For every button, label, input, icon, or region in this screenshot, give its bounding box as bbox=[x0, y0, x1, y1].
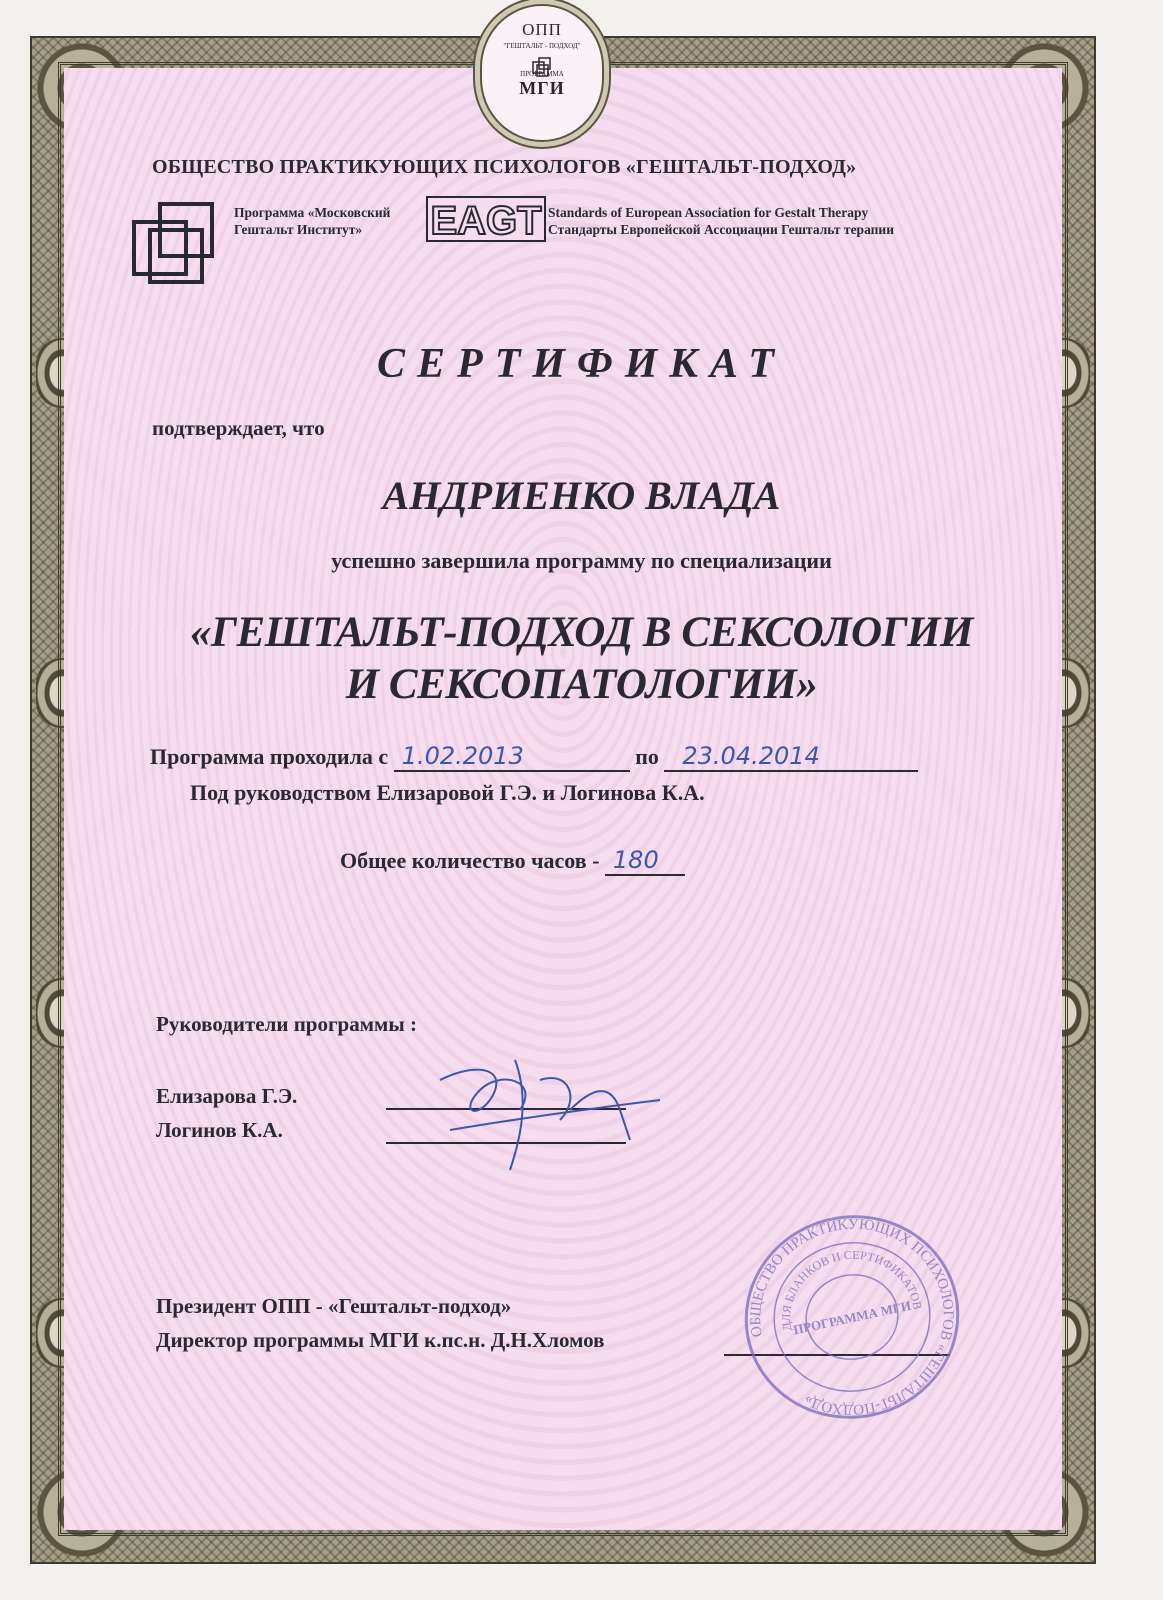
eagt-logo-text: EAGT bbox=[430, 199, 542, 242]
date-to: 23.04.2014 bbox=[682, 742, 820, 770]
emblem-line1: ОПП bbox=[522, 20, 562, 39]
hours-value: 180 bbox=[612, 846, 659, 874]
top-emblem bbox=[480, 4, 604, 142]
program-period bbox=[150, 742, 918, 772]
program-name bbox=[234, 204, 390, 238]
standards-line2: Стандарты Европейской Ассоциации Гештальт терапии bbox=[548, 222, 894, 237]
program-line2: Гештальт Институт» bbox=[234, 222, 363, 237]
handwritten-signature bbox=[420, 1040, 670, 1180]
period-middle: по bbox=[635, 744, 659, 769]
recipient-name: АНДРИЕНКО ВЛАДА bbox=[382, 473, 781, 518]
date-from: 1.02.2013 bbox=[401, 742, 524, 770]
leader1-name: Елизарова Г.Э. bbox=[156, 1084, 298, 1108]
stamp-outer-text: ОБЩЕСТВО ПРАКТИКУЮЩИХ ПСИХОЛОГОВ «ГЕШТАЛЬТ-ПОДХОД» bbox=[747, 1216, 956, 1418]
gestalt-logo-icon bbox=[128, 200, 228, 286]
specialization-line1: «ГЕШТАЛЬТ-ПОДХОД В СЕКСОЛОГИИ bbox=[190, 609, 973, 656]
completed-text: успешно завершила программу по специализации bbox=[331, 548, 832, 573]
certificate-title: СЕРТИФИКАТ bbox=[377, 341, 786, 387]
total-hours bbox=[340, 846, 685, 876]
standards-line1: Standards of European Association for Gestalt Therapy bbox=[548, 205, 869, 220]
period-prefix: Программа проходила с bbox=[150, 744, 389, 769]
stamp-inner-text: ДЛЯ БЛАНКОВ И СЕРТИФИКАТОВ bbox=[779, 1247, 925, 1332]
hours-field bbox=[605, 846, 685, 876]
society-name: ОБЩЕСТВО ПРАКТИКУЮЩИХ ПСИХОЛОГОВ «ГЕШТАЛЬТ-ПОДХОД» bbox=[152, 156, 857, 178]
date-to-field bbox=[664, 742, 918, 772]
stamp-center-text: ПРОГРАММА МГИ bbox=[791, 1297, 913, 1338]
date-from-field bbox=[394, 742, 630, 772]
specialization-line2: И СЕКСОПАТОЛОГИИ» bbox=[345, 661, 818, 708]
eagt-logo bbox=[426, 196, 546, 242]
leader2-name: Логинов К.А. bbox=[156, 1118, 283, 1142]
supervision-text: Под руководством Елизаровой Г.Э. и Логинова К.А. bbox=[190, 780, 705, 805]
standards-text bbox=[548, 204, 894, 238]
director-title: Директор программы МГИ к.пс.н. Д.Н.Хломов bbox=[156, 1328, 605, 1352]
emblem-line2: "ГЕШТАЛЬТ - ПОДХОД" bbox=[503, 42, 581, 50]
emblem-line3: ПРОГРАММА bbox=[520, 70, 564, 78]
leaders-label: Руководители программы : bbox=[156, 1012, 417, 1036]
hours-label: Общее количество часов - bbox=[340, 848, 600, 873]
president-title: Президент ОПП - «Гештальт-подход» bbox=[156, 1294, 512, 1318]
program-line1: Программа «Московский bbox=[234, 205, 391, 220]
emblem-logo-icon bbox=[531, 56, 553, 78]
confirms-text: подтверждает, что bbox=[152, 416, 325, 440]
emblem-line4: МГИ bbox=[519, 78, 565, 98]
